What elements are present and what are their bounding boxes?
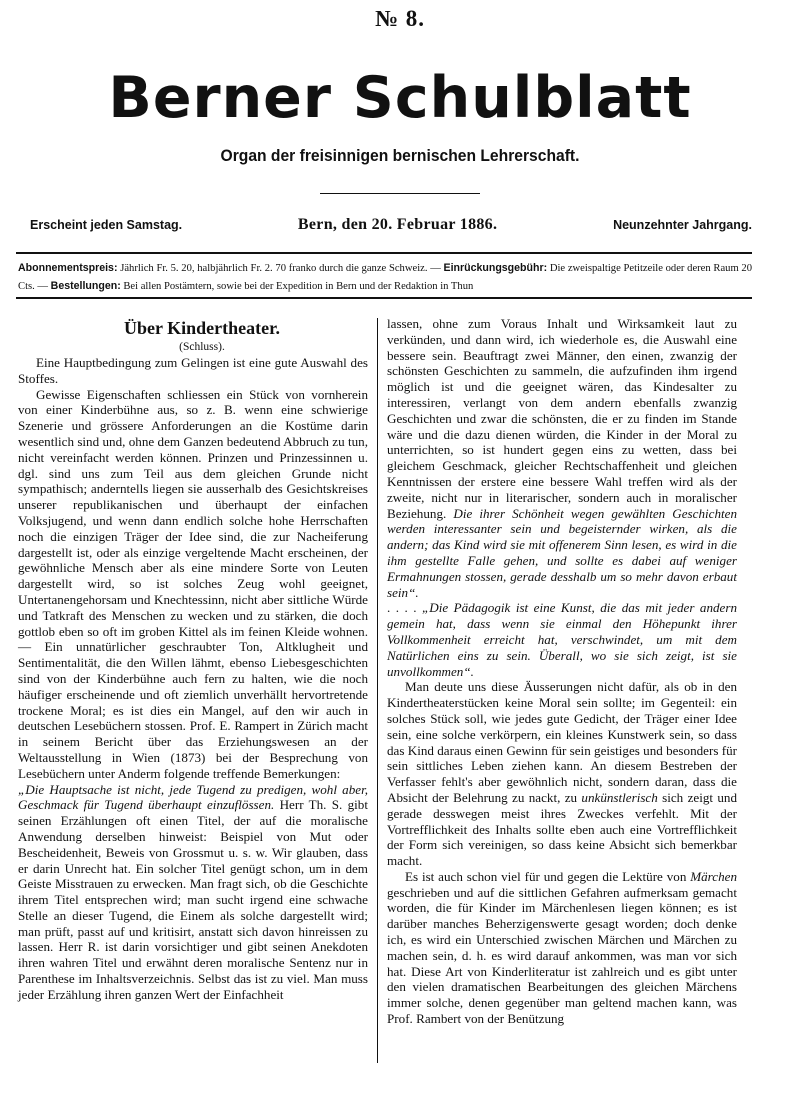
quotation: „Die Pädagogik ist eine Kunst, die das mit jeder andern gemein hat, dass wenn sie einmal den Höhepunkt ihrer Vollkommenheit erreicht hat, verschwindet, um mit dem Natürlichen eins zu sein. Überall, wo sie sich zeigt, ist sie unvollkommen“. xyxy=(387,600,738,679)
subscription-price-text: Jährlich Fr. 5. 20, halbjährlich Fr. 2. 70 franko durch die ganze Schweiz. — xyxy=(117,263,444,274)
subscription-price-label: Abonnementspreis: xyxy=(18,262,118,274)
paragraph: Eine Hauptbedingung zum Gelingen ist eine gute Auswahl des Stoffes. xyxy=(18,355,368,386)
paragraph xyxy=(18,782,368,1003)
paragraph xyxy=(18,387,368,782)
article-column-left xyxy=(18,316,368,1003)
column-divider xyxy=(377,318,378,1063)
publication-frequency: Erscheint jeden Samstag. xyxy=(30,218,183,232)
paragraph xyxy=(387,679,737,869)
orders-text: Bei allen Postämtern, sowie bei der Expedition in Bern und der Redaktion in Thun xyxy=(120,280,474,292)
paragraph xyxy=(387,316,737,600)
issue-number: № 8. xyxy=(374,6,426,31)
insertion-fee-text: Die zweispaltige Petitzeile oder deren Raum 20 Cts. — xyxy=(18,263,752,292)
emphasis: unkünstlerisch xyxy=(581,789,658,805)
volume-label: Neunzehnter Jahrgang. xyxy=(613,218,752,232)
paragraph xyxy=(387,869,737,1027)
quotation: das Kind wird sie mit offenerem Sinn lesen, es wird in die ihm gestellte Falle gehen, und sollte es dabei auf weniger Ermahnungen stossen, gerade desshalb um so mehr davon erbaut sein“. xyxy=(387,537,737,600)
paragraph-text: Es ist auch schon viel für und gegen die Lektüre von xyxy=(405,868,691,884)
paragraph-text: geschrieben und auf die sittlichen Gefahren aufmerksam gemacht worden, die für Kinder im Märchenlesen liegen können; es ist darüber manches Beherzigenswerte gesagt worden; doch denke ich, es wird ein Unterschied zwischen Märchen und Märchen zu machen sein, d. h. es wird darauf ankommen, was man vor sich hat. Diese Art von Kinderliteratur ist zahlreich und es gibt unter den vielen dramatischen Bearbeitungen des gleichen Märchens immer solche, denen gegenüber man geltend machen kann, was Prof. Rambert von der Benützung xyxy=(387,884,737,1027)
paragraph-text: lassen, ohne zum Voraus Inhalt und Wirksamkeit laut zu verkünden, und dann wird, ich wiederhole es, die Auswahl eine bessere sein. Beauftragt zwei Männer, den einen, zwanzig der schönsten Geschichten zu sammeln, die aufzufinden ihm irgend möglich ist und die geeignet wären, das Kindesalter zu interessiren, verlangt von dem andern ebenfalls zwanzig Geschichten und zwar die schönsten, die er zu finden im Stande wäre und die dazu dienen würden, die Kinder in der Moral zu unterrichten, so ist hundert gegen eins zu wetten, dass bei gleichem Geschmack, gleicher Rechtschaffenheit und gleichen Kenntnissen der erstere eine bessere Wahl treffen wird als der zweite, nicht nur in literarischer, sondern auch in moralischer Beziehung. xyxy=(387,316,737,521)
masthead-rule xyxy=(320,193,480,194)
ellipsis: . . . . xyxy=(387,600,422,616)
bottom-rule xyxy=(16,297,752,299)
paragraph xyxy=(387,600,737,679)
dateline: Bern, den 20. Februar 1886. xyxy=(297,216,498,233)
subscription-info xyxy=(18,260,752,295)
masthead-subtitle: Organ der freisinnigen bernischen Lehrerschaft. xyxy=(220,146,580,165)
article-title: Über Kindertheater. xyxy=(124,318,280,338)
insertion-fee-label: Einrückungsgebühr: xyxy=(443,262,548,274)
paragraph-text: sich zeigt und gerade desswegen meist ihres Zweckes verfehlt. Mit der Vortrefflichkeit des Inhalts sollte eben auch eine Vortrefflichkeit der Form sich vereinigen, so dass keine Absicht sich bemerkbar macht. xyxy=(387,789,738,869)
article-subtitle: (Schluss). xyxy=(179,341,225,353)
masthead-title: Berner Schulblatt xyxy=(108,65,692,131)
meta-row xyxy=(30,216,752,238)
emphasis: Märchen xyxy=(690,868,737,884)
orders-label: Bestellungen: xyxy=(50,279,121,292)
article-column-right xyxy=(387,316,737,1027)
top-rule xyxy=(16,252,752,254)
quotation: Die ihrer Schönheit wegen gewählten Geschichten werden interessanter sein und begeisternder wirken, als die andern; xyxy=(387,505,737,553)
paragraph-text: Man deute uns diese Äusserungen nicht dafür, als ob in den Kindertheaterstücken keine Moral sein sollte; im Gegenteil: ein solches Stück soll, wie jedes gute Gedicht, der Träger einer Idee sein, eine solche verkörpern, ein kleines Kunstwerk sein, so dass das Kind daraus einen Gewinn für sein geistiges und besonders für sein sittliches Leben ziehen kann. An diesem Bestreben der Verfasser fehlt's aber gewöhnlich nicht, sondern daran, dass die Absicht der Belehrung zu nackt, zu xyxy=(387,679,737,805)
quotation: „Die Hauptsache ist nicht, jede Tugend zu predigen, wohl aber, Geschmack für Tugend überhaupt einzuflössen. xyxy=(18,781,368,813)
paragraph-text: Gewisse Eigenschaften schliessen ein Stück von vornherein von einer Kinderbühne aus, so z. B. wenn eine schwierige Szenerie und grössere Anforderungen an die Kostüme darin wesentlich sind und, ohne dem Ganzen bedeutend Abbruch zu tun, nicht vereinfacht werden können. Prinzen und Prinzessinnen u. dgl. sind uns zum Teil aus dem gleichen Grunde nicht sympathisch; anderntells liegen sie ausserhalb des Gesichtskreises unserer republikanischen und überhaupt der einfachen Volksjugend, und wenn dann endlich solche hohe Herrschaften noch die einzigen Träger der Idee sind, die zur Nacheiferung dargestellt ist, oder als einzige vergeltende Macht erscheinen, der gewöhnliche Mensch aber als eine mindere Sorte von Leuten dargestellt wird, so ist solches Zeug wohl geeignet, Untertanengehorsam und Knechtessinn, nicht aber sittliche Würde und Tatkraft des Menschen zu wecken und zu stärken, die doch gottlob eben so oft im groben Kittel als im feinen Kleide wohnen. — Ein unnatürlicher geschraubter Ton, Altklugheit und Sentimentalität, die den Willen lähmt, ebenso Liebesgeschichten sind von der Kinderbühne auch fern zu halten, wie die noch häufiger erscheinende und oft ziemlich unverhällt hervortretende trockene Moral; es ist dies ein Mangel, auf den wir auch in deutschen Lesebüchern stossen. Prof. E. Rampert in Zürich macht in seinem Bericht über das Erziehungswesen an der Weltausstellung in Wien (1873) bei der Besprechung von Lesebüchern unter Anderm folgende treffende Bemerkungen: xyxy=(18,386,368,781)
paragraph-text: Herr Th. S. gibt seinen Erzählungen oft einen Titel, der auf die moralische Anwendung derselben hinweist: Beispiel von Mut oder Bescheidenheit, Beweis von Grossmut u. s. w. Wir glauben, dass er darin Unrecht hat. Ein solcher Titel genügt schon, um in dem Geiste Misstrauen zu erwecken. Man fragt sich, ob die Geschichte ihrem Titel entsprechen wird; man sucht irgend eine schwache Stelle an dieser Tugend, die Einem als solche dargestellt wird; man prüft, passt auf und kritisirt, anstatt sich davon hinreissen zu lassen. Herr R. ist darin vorsichtiger und gibt seinen Anekdoten ihren wahren Titel und erwähnt deren moralische Sentenz nur in Parenthese im Inhaltsverzeichnis. Selbst das ist zu viel. Man muss jeder Erzählung ihren ganzen Wert der Einfachheit xyxy=(18,797,368,1002)
